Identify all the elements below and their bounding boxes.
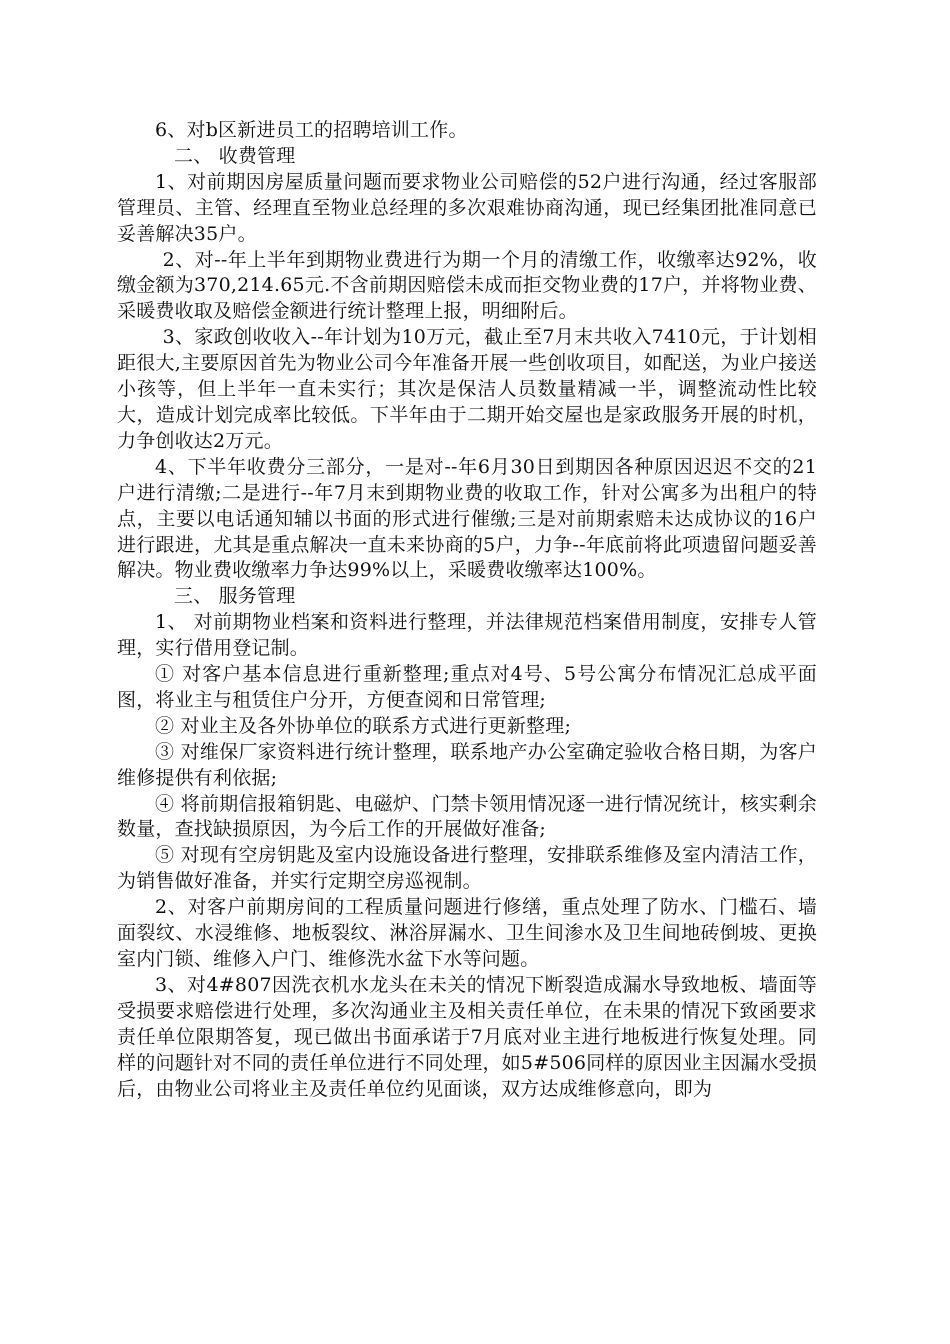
paragraph-service-1-sub-1: ① 对客户基本信息进行重新整理;重点对4号、5号公寓分布情况汇总成平面图，将业主与租赁住户分开，方便查阅和日常管理; [117, 663, 817, 711]
paragraph-service-1-sub-3: ③ 对维保厂家资料进行统计整理，联系地产办公室确定验收合格日期，为客户维修提供有利依据; [117, 740, 817, 789]
paragraph-service-1: 1、 对前期物业档案和资料进行整理，并法律规范档案借用制度，安排专人管理，实行借用登记制。 [117, 611, 817, 660]
section-heading-fee-management: 二、 收费管理 [174, 144, 296, 167]
paragraph-service-1-sub-4: ④ 将前期信报箱钥匙、电磁炉、门禁卡领用情况逐一进行情况统计，核实剩余数量，查找缺损原因，为今后工作的开展做好准备; [117, 792, 817, 841]
paragraph-service-3: 3、对4#807因洗衣机水龙头在未关的情况下断裂造成漏水导致地板、墙面等受损要求赔偿进行处理，多次沟通业主及相关责任单位，在未果的情况下致函要求责任单位限期答复，现已做出书面承诺于7月底对业主进行地板进行恢复处理。同样的问题针对不同的责任单位进行不同处理，如5#506同样的原因业主因漏水受损后，由物业公司将业主及责任单位约见面谈，双方达成维修意向，即为 [117, 973, 817, 1100]
paragraph-fee-1: 1、对前期因房屋质量问题而要求物业公司赔偿的52户进行沟通，经过客服部管理员、主管、经理直至物业总经理的多次艰难协商沟通，现已经集团批准同意已妥善解决35户。 [117, 170, 817, 245]
paragraph-fee-2: 2、对--年上半年到期物业费进行为期一个月的清缴工作，收缴率达92%，收缴金额为370,214.65元.不含前期因赔偿未成而拒交物业费的17户，并将物业费、采暖费收取及赔偿金额进行统计整理上报，明细附后。 [117, 248, 817, 323]
paragraph-service-1-sub-2: ② 对业主及各外协单位的联系方式进行更新整理; [155, 714, 572, 737]
paragraph-item-6: 6、对b区新进员工的招聘培训工作。 [155, 119, 468, 141]
paragraph-service-1-sub-5: ⑤ 对现有空房钥匙及室内设施设备进行整理，安排联系维修及室内清洁工作，为销售做好准备，并实行定期空房巡视制。 [117, 844, 817, 893]
document-page [117, 118, 817, 1102]
paragraph-fee-3: 3、家政创收收入--年计划为10万元，截止至7月末共收入7410元，于计划相距很大,主要原因首先为物业公司今年准备开展一些创收项目，如配送，为业户接送小孩等，但上半年一直未实行；其次是保洁人员数量精减一半，调整流动性比较大，造成计划完成率比较低。下半年由于二期开始交屋也是家政服务开展的时机，力争创收达2万元。 [117, 326, 817, 452]
paragraph-service-2: 2、对客户前期房间的工程质量问题进行修缮，重点处理了防水、门槛石、墙面裂纹、水浸维修、地板裂纹、淋浴屏漏水、卫生间渗水及卫生间地砖倒坡、更换室内门锁、维修入户门、维修洗水盆下水等问题。 [117, 896, 817, 970]
paragraph-fee-4: 4、下半年收费分三部分，一是对--年6月30日到期因各种原因迟迟不交的21户进行清缴;二是进行--年7月末到期物业费的收取工作，针对公寓多为出租户的特点，主要以电话通知辅以书面的形式进行催缴;三是对前期索赔未达成协议的16户进行跟进，尤其是重点解决一直未来协商的5户，力争--年底前将此项遗留问题妥善解决。物业费收缴率力争达99%以上，采暖费收缴率达100%。 [117, 455, 817, 582]
section-heading-service-management: 三、 服务管理 [174, 585, 296, 608]
